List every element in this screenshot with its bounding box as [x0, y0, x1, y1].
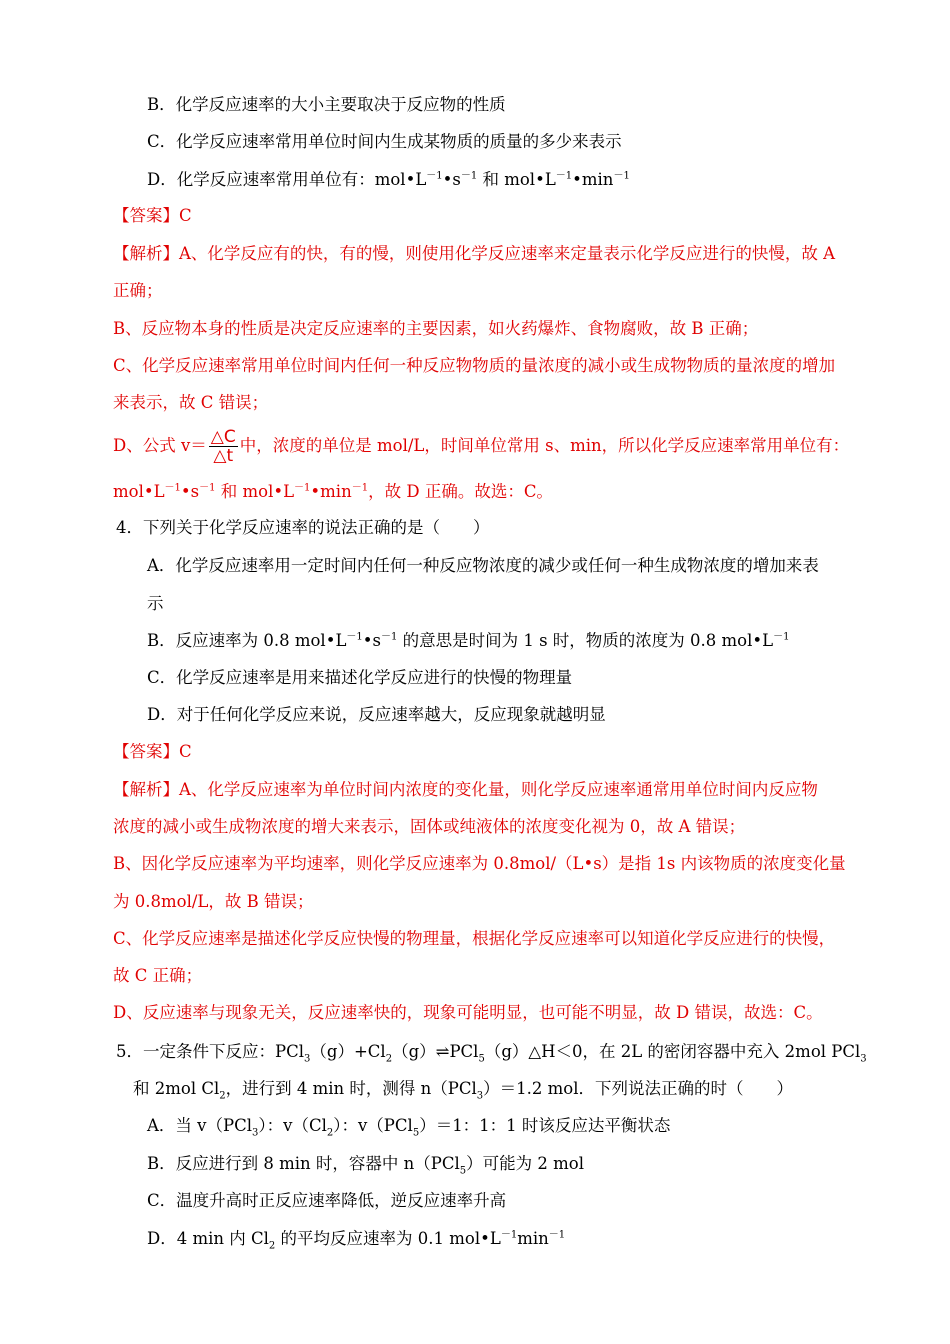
- fraction-numerator: △C: [210, 427, 236, 447]
- q4-answer: 【答案】C: [113, 742, 192, 761]
- q5-stem-line2: 和 2mol $Cl_2$，进行到 4 min 时，测得 n（PCl$_3$）＝1.2 mol．下列说法正确的时（ ）: [133, 1079, 794, 1102]
- q4-explanation-c-line1: C、化学反应速率是描述化学反应快慢的物理量，根据化学反应速率可以知道化学反应进行的快慢，: [113, 929, 836, 948]
- q3-option-d: D．化学反应速率常用单位有：$mol•L^{-1}•s^{-1}$ 和 $mol•L^{-1}•\min^{-1}$: [147, 170, 630, 189]
- q3-explanation-c-line2: 来表示，故 C 错误；: [113, 393, 269, 412]
- q5-stem-line1: 5．一定条件下反应：$PCl_3(g)+Cl_2(g)\rightleftharpoons PCl_5(g)\triangle H<0$，在 2L 的密闭容器中充入 2mol PCl$_3$: [116, 1042, 867, 1065]
- q3-explanation-b: B、反应物本身的性质是决定反应速率的主要因素，如火药爆炸、食物腐败，故 B 正确；: [113, 319, 759, 338]
- q4-explanation-d: D、反应速率与现象无关，反应速率快的，现象可能明显，也可能不明显，故 D 错误，故选：C。: [113, 1003, 823, 1022]
- q3-explanation-a-line2: 正确；: [113, 281, 163, 300]
- q3-option-c: C．化学反应速率常用单位时间内生成某物质的质量的多少来表示: [147, 132, 622, 151]
- q4-explanation-a-line1: 【解析】A、化学反应速率为单位时间内浓度的变化量，则化学反应速率通常用单位时间内反应物: [113, 780, 818, 799]
- q3-answer: 【答案】C: [113, 206, 192, 225]
- q3-option-b: B．化学反应速率的大小主要取决于反应物的性质: [147, 95, 506, 114]
- fraction-denominator: △t: [213, 446, 234, 466]
- q5-option-c: C．温度升高时正反应速率降低，逆反应速率升高: [147, 1191, 507, 1210]
- q4-option-c: C．化学反应速率是用来描述化学反应进行的快慢的物理量: [147, 668, 573, 687]
- q4-option-a-line1: A．化学反应速率用一定时间内任何一种反应物浓度的减少或任何一种生成物浓度的增加来表: [147, 556, 819, 575]
- q4-option-d: D．对于任何化学反应来说，反应速率越大，反应现象就越明显: [147, 705, 606, 724]
- q4-explanation-c-line2: 故 C 正确；: [113, 966, 203, 985]
- q3-explanation-d-units: $mol•L^{-1}•s^{-1}$ 和 $mol•L^{-1}•\min^{-1}$，故 D 正确。故选：C。: [113, 482, 553, 501]
- rate-formula-fraction: [209, 428, 238, 465]
- q4-stem: 4．下列关于化学反应速率的说法正确的是（ ）: [116, 518, 490, 537]
- q4-explanation-b-line2: 为 0.8mol/L，故 B 错误；: [113, 892, 314, 911]
- q4-explanation-b-line1: B、因化学反应速率为平均速率，则化学反应速率为 0.8mol/（L•s）是指 1s 内该物质的浓度变化量: [113, 854, 846, 873]
- q4-option-a-line2: 示: [147, 594, 164, 613]
- q5-option-b: B．反应进行到 8 min 时，容器中 n（PCl$_5$）可能为 2 mol: [147, 1154, 585, 1177]
- q3-explanation-c-line1: C、化学反应速率常用单位时间内任何一种反应物物质的量浓度的减小或生成物物质的量浓度的增加: [113, 356, 836, 375]
- q5-option-a: A．当 v（PCl$_3$）：$v(Cl_2)$：v（PCl$_5$）＝1：1：1 时该反应达平衡状态: [147, 1116, 671, 1139]
- q4-option-b: B．反应速率为 0.8 $mol•L^{-1}•s^{-1}$ 的意思是时间为 1 s 时，物质的浓度为 0.8 $mol•L^{-1}$: [147, 631, 790, 650]
- q3-explanation-d-formula: D、公式 v＝ $\frac{\triangle C}{\triangle t}$ 中，浓度的单位是 mol/L，时间单位常用 s、min，所以化学反应速率常用单位有：: [113, 427, 850, 466]
- q5-option-d: D．4 min 内 $Cl_2$ 的平均反应速率为 0.1 $mol•L^{-1}\min^{-1}$: [147, 1229, 566, 1252]
- q3-explanation-a-line1: 【解析】A、化学反应有的快，有的慢，则使用化学反应速率来定量表示化学反应进行的快慢，故 A: [113, 244, 836, 263]
- q4-explanation-a-line2: 浓度的减小或生成物浓度的增大来表示，固体或纯液体的浓度变化视为 0，故 A 错误；: [113, 817, 746, 836]
